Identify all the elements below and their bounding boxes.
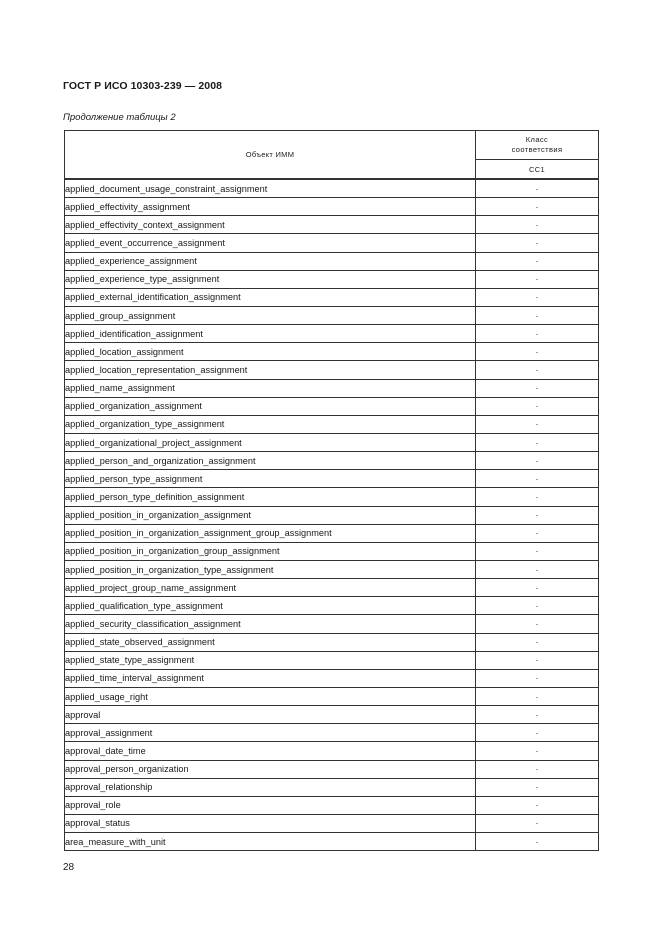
cc1-mark-cell: · <box>476 706 599 724</box>
object-name-cell: applied_position_in_organization_group_assignment <box>65 542 476 560</box>
cc1-mark-cell: · <box>476 651 599 669</box>
cc1-mark-cell: · <box>476 778 599 796</box>
table-row <box>65 470 599 488</box>
object-name-cell: applied_organizational_project_assignment <box>65 433 476 451</box>
table-row <box>65 506 599 524</box>
table-row <box>65 397 599 415</box>
cc1-mark-cell: · <box>476 470 599 488</box>
object-name-cell: applied_qualification_type_assignment <box>65 597 476 615</box>
cc1-mark-cell: · <box>476 452 599 470</box>
object-name-cell: approval_relationship <box>65 778 476 796</box>
object-name-cell: applied_position_in_organization_assignment <box>65 506 476 524</box>
document-header: ГОСТ Р ИСО 10303-239 — 2008 <box>63 80 223 92</box>
object-name-cell: applied_location_assignment <box>65 343 476 361</box>
table-row <box>65 633 599 651</box>
table-row <box>65 488 599 506</box>
cc1-mark-cell: · <box>476 252 599 270</box>
table-row <box>65 415 599 433</box>
cc1-mark-cell: · <box>476 597 599 615</box>
table-row <box>65 778 599 796</box>
table-row <box>65 524 599 542</box>
table-row <box>65 760 599 778</box>
table-row <box>65 306 599 324</box>
object-name-cell: applied_event_occurrence_assignment <box>65 234 476 252</box>
table-row <box>65 560 599 578</box>
object-name-cell: applied_experience_type_assignment <box>65 270 476 288</box>
table-row <box>65 687 599 705</box>
object-name-cell: applied_security_classification_assignment <box>65 615 476 633</box>
object-name-cell: applied_external_identification_assignment <box>65 288 476 306</box>
object-name-cell: approval_person_organization <box>65 760 476 778</box>
cc1-mark-cell: · <box>476 397 599 415</box>
object-name-cell: approval_assignment <box>65 724 476 742</box>
cc1-mark-cell: · <box>476 833 599 851</box>
cc1-mark-cell: · <box>476 488 599 506</box>
table-row <box>65 669 599 687</box>
object-name-cell: applied_time_interval_assignment <box>65 669 476 687</box>
object-name-cell: applied_document_usage_constraint_assignment <box>65 180 476 198</box>
cc1-mark-cell: · <box>476 506 599 524</box>
table-caption: Продолжение таблицы 2 <box>63 112 176 123</box>
cc1-mark-cell: · <box>476 669 599 687</box>
table-row <box>65 724 599 742</box>
table-row <box>65 216 599 234</box>
column-header-class <box>476 131 599 160</box>
cc1-mark-cell: · <box>476 361 599 379</box>
table-row <box>65 597 599 615</box>
cc1-mark-cell: · <box>476 814 599 832</box>
cc1-mark-cell: · <box>476 542 599 560</box>
object-name-cell: applied_person_and_organization_assignment <box>65 452 476 470</box>
cc1-mark-cell: · <box>476 687 599 705</box>
cc1-mark-cell: · <box>476 796 599 814</box>
cc1-mark-cell: · <box>476 615 599 633</box>
cc1-mark-cell: · <box>476 760 599 778</box>
table-row <box>65 814 599 832</box>
column-header-class-line1: Класс <box>525 135 549 144</box>
table-row <box>65 379 599 397</box>
object-name-cell: applied_identification_assignment <box>65 325 476 343</box>
page-number: 28 <box>63 862 75 873</box>
table-row <box>65 833 599 851</box>
cc1-mark-cell: · <box>476 742 599 760</box>
cc1-mark-cell: · <box>476 288 599 306</box>
table-row <box>65 742 599 760</box>
object-name-cell: applied_location_representation_assignment <box>65 361 476 379</box>
object-name-cell: applied_state_type_assignment <box>65 651 476 669</box>
table-row <box>65 198 599 216</box>
table-row <box>65 542 599 560</box>
table-row <box>65 270 599 288</box>
table-row <box>65 288 599 306</box>
cc1-mark-cell: · <box>476 560 599 578</box>
table-row <box>65 180 599 198</box>
object-name-cell: applied_person_type_definition_assignment <box>65 488 476 506</box>
table-row <box>65 452 599 470</box>
object-name-cell: approval_status <box>65 814 476 832</box>
cc1-mark-cell: · <box>476 433 599 451</box>
cc1-mark-cell: · <box>476 216 599 234</box>
object-name-cell: applied_position_in_organization_type_assignment <box>65 560 476 578</box>
table-row <box>65 234 599 252</box>
cc1-mark-cell: · <box>476 415 599 433</box>
table-row <box>65 361 599 379</box>
object-name-cell: applied_experience_assignment <box>65 252 476 270</box>
object-name-cell: applied_position_in_organization_assignment_group_assignment <box>65 524 476 542</box>
table-row <box>65 579 599 597</box>
table-row <box>65 615 599 633</box>
object-name-cell: area_measure_with_unit <box>65 833 476 851</box>
object-name-cell: applied_effectivity_assignment <box>65 198 476 216</box>
cc1-mark-cell: · <box>476 270 599 288</box>
object-name-cell: applied_usage_right <box>65 687 476 705</box>
table-row <box>65 343 599 361</box>
cc1-mark-cell: · <box>476 524 599 542</box>
object-name-cell: applied_name_assignment <box>65 379 476 397</box>
cc1-mark-cell: · <box>476 343 599 361</box>
cc1-mark-cell: · <box>476 306 599 324</box>
conformance-table <box>64 130 599 851</box>
object-name-cell: applied_project_group_name_assignment <box>65 579 476 597</box>
object-name-cell: applied_organization_type_assignment <box>65 415 476 433</box>
object-name-cell: applied_group_assignment <box>65 306 476 324</box>
table-row <box>65 651 599 669</box>
cc1-mark-cell: · <box>476 633 599 651</box>
object-name-cell: approval_role <box>65 796 476 814</box>
cc1-mark-cell: · <box>476 234 599 252</box>
cc1-mark-cell: · <box>476 198 599 216</box>
column-header-class-line2: соответствия <box>511 145 563 154</box>
column-header-object: Объект ИММ <box>65 131 476 179</box>
cc1-mark-cell: · <box>476 325 599 343</box>
table-row <box>65 325 599 343</box>
cc1-mark-cell: · <box>476 379 599 397</box>
object-name-cell: applied_state_observed_assignment <box>65 633 476 651</box>
column-header-cc1: CC1 <box>476 160 599 179</box>
cc1-mark-cell: · <box>476 180 599 198</box>
cc1-mark-cell: · <box>476 579 599 597</box>
object-name-cell: applied_organization_assignment <box>65 397 476 415</box>
object-name-cell: applied_effectivity_context_assignment <box>65 216 476 234</box>
object-name-cell: approval <box>65 706 476 724</box>
cc1-mark-cell: · <box>476 724 599 742</box>
object-name-cell: approval_date_time <box>65 742 476 760</box>
table-body <box>65 180 599 851</box>
table-row <box>65 433 599 451</box>
object-name-cell: applied_person_type_assignment <box>65 470 476 488</box>
table-row <box>65 252 599 270</box>
table-row <box>65 706 599 724</box>
table-row <box>65 796 599 814</box>
